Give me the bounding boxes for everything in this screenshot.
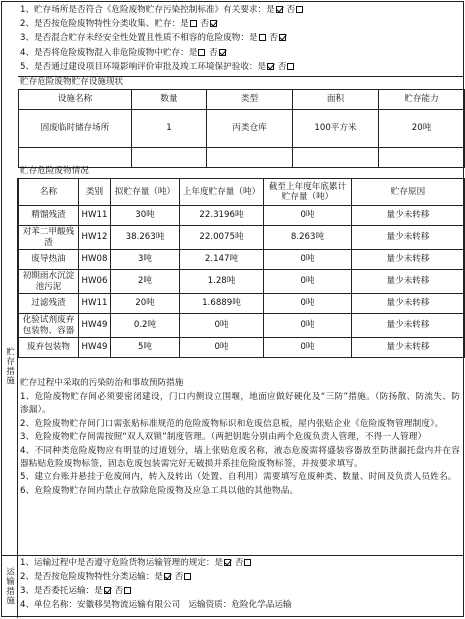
no-checkbox[interactable] (184, 573, 191, 580)
storage-cell: 1.6889吨 (180, 294, 264, 314)
storage-cell: 0吨 (264, 294, 352, 314)
storage-header-cell: 截至上年度年底累计贮存量（吨） (264, 179, 352, 206)
storage-row (19, 250, 465, 270)
storage-cell: HW49 (79, 314, 111, 338)
storage-cell: 0吨 (264, 338, 352, 358)
yes-label: 是 (266, 5, 275, 15)
yes-label: 是 (188, 47, 198, 58)
facility-cell: 20吨 (379, 110, 465, 148)
no-checkbox[interactable] (124, 587, 131, 594)
storage-cell: 量少未转移 (352, 314, 465, 338)
measures-list (20, 391, 460, 498)
facility-data-row (19, 110, 465, 148)
no-label: 否 (277, 61, 287, 72)
storage-cell: 22.3196吨 (180, 206, 264, 226)
facility-section-title: 贮存危险废物贮存设施现状 (20, 77, 124, 87)
storage-cell: 精馏残渣 (19, 206, 79, 226)
top-item (20, 4, 461, 16)
storage-cell: 量少未转移 (352, 294, 465, 314)
measures-title: 贮存过程中采取的污染防治和事故预防措施 (20, 378, 184, 388)
side-label-storage: 贮存措施 (2, 178, 18, 555)
facility-table (18, 89, 465, 168)
transport-item (20, 585, 461, 597)
yes-checkbox[interactable] (224, 559, 231, 566)
storage-row (19, 270, 465, 294)
storage-cell: 0.2吨 (111, 314, 180, 338)
transport-item (20, 557, 461, 569)
check-question: 3、是否委托运输： (20, 586, 95, 596)
measure-item: 2、危险废物贮存间门口需张贴标准规范的危险废物标识和危废信息板，屋内张贴企业《危险废物管理制度》。 (20, 418, 444, 429)
storage-cell: 0吨 (180, 314, 264, 338)
facility-cell: 固废临时储存场所 (19, 110, 132, 148)
storage-row (19, 338, 465, 358)
top-item (20, 18, 461, 30)
no-label: 否 (174, 572, 184, 582)
storage-row (19, 206, 465, 226)
facility-cell: 1 (132, 110, 207, 148)
yes-checkbox[interactable] (198, 49, 205, 56)
no-label: 否 (269, 33, 278, 44)
storage-table (18, 178, 465, 358)
form-page (1, 1, 464, 617)
no-checkbox[interactable] (279, 34, 286, 41)
storage-header-cell: 贮存原因 (352, 179, 465, 206)
storage-header-cell: 名称 (19, 179, 79, 206)
storage-cell: 化验试剂废弃包装物、容器 (19, 314, 79, 338)
facility-header-cell: 设施名称 (19, 90, 132, 110)
storage-cell: 5吨 (111, 338, 180, 358)
storage-cell: 量少未转移 (352, 226, 465, 250)
no-label: 否 (286, 5, 296, 15)
storage-row (19, 294, 465, 314)
no-label: 否 (234, 558, 244, 568)
yes-checkbox[interactable] (164, 573, 171, 580)
check-question: 3、是否混合贮存未经安全性处置且性质不相容的危险废物： (20, 33, 249, 44)
storage-cell: HW49 (79, 338, 111, 358)
divider (2, 555, 463, 556)
unit-label: 4、单位名称： (20, 600, 78, 610)
unit-name: 安徽移昊物流运输有限公司 (77, 600, 181, 610)
transport-unit-line (20, 599, 461, 611)
storage-cell: 2.147吨 (180, 250, 264, 270)
measure-item: 5、建立台账并悬挂于危废间内，转入及转出（处置、自利用）需要填写危废种类、数量、时间及负责人员姓名。 (20, 472, 457, 483)
yes-label: 是 (257, 61, 267, 72)
storage-cell: 1.28吨 (180, 270, 264, 294)
yes-checkbox[interactable] (104, 587, 111, 594)
no-label: 否 (114, 586, 124, 596)
storage-cell: 22.0075吨 (180, 226, 264, 250)
transport-item (20, 571, 461, 583)
check-question: 1、运输过程中是否遵守危险货物运输管理的规定： (20, 558, 215, 568)
storage-cell: 过滤残渣 (19, 294, 79, 314)
facility-header-cell: 数量 (132, 90, 207, 110)
storage-header-row (19, 179, 465, 206)
facility-cell: 100平方米 (293, 110, 379, 148)
facility-header-cell: 类型 (207, 90, 293, 110)
storage-row (19, 314, 465, 338)
storage-cell: 初期雨水沉淀池污泥 (19, 270, 79, 294)
yes-label: 是 (180, 19, 189, 30)
storage-cell: HW12 (79, 226, 111, 250)
storage-cell: 8.263吨 (264, 226, 352, 250)
storage-cell: 20吨 (111, 294, 180, 314)
storage-cell: 3吨 (111, 250, 180, 270)
check-question: 4、是否将危险废物混入非危险废物中贮存： (20, 47, 189, 58)
side-label-transport: 运输措施 (2, 555, 18, 618)
facility-header-cell: 贮存能力 (379, 90, 465, 110)
storage-cell: 量少未转移 (352, 338, 465, 358)
storage-section-title: 贮存危险废物情况 (20, 166, 89, 176)
storage-cell: HW06 (79, 270, 111, 294)
yes-checkbox[interactable] (276, 6, 283, 13)
storage-cell: HW08 (79, 250, 111, 270)
storage-row (19, 226, 465, 250)
no-label: 否 (200, 19, 210, 30)
facility-cell: 丙类仓库 (207, 110, 293, 148)
check-question: 2、是否按危险废物特性分类运输： (20, 572, 155, 582)
yes-label: 是 (214, 558, 224, 568)
measure-item: 6、危险废物贮存间内禁止存放除危险废物及应急工具以他的其他物品。 (20, 485, 299, 496)
storage-header-cell: 上年度贮存量（吨） (180, 179, 264, 206)
no-checkbox[interactable] (210, 20, 217, 27)
facility-header-row (19, 90, 465, 110)
no-checkbox[interactable] (287, 63, 294, 70)
no-checkbox[interactable] (296, 6, 303, 13)
storage-cell: 量少未转移 (352, 206, 465, 226)
storage-cell: 0吨 (264, 270, 352, 294)
facility-header-cell: 面积 (293, 90, 379, 110)
yes-checkbox[interactable] (190, 20, 197, 27)
storage-cell: 2吨 (111, 270, 180, 294)
storage-cell: 0吨 (180, 338, 264, 358)
storage-cell: 对苯二甲酸残渣 (19, 226, 79, 250)
storage-cell: 量少未转移 (352, 250, 465, 270)
yes-label: 是 (248, 33, 258, 44)
storage-cell: 0吨 (264, 206, 352, 226)
no-checkbox[interactable] (219, 49, 226, 56)
measure-item: 4、不同种类危险废物应有明显的过道划分，墙上张贴危废名称，液态危废需将盛装容器放至防泄漏托盘内并在容器粘贴危险废物标签，固态危废包装需完好无破损并系挂危险废物标签，并按要求填写。 (20, 445, 460, 470)
check-question: 2、是否按危险废物特性分类收集、贮存： (20, 19, 181, 30)
yes-checkbox[interactable] (267, 63, 274, 70)
top-item (20, 61, 461, 73)
storage-cell: 废导热油 (19, 250, 79, 270)
check-question: 5、是否通过建设项目环境影响评价审批及竣工环境保护验收： (20, 61, 258, 72)
yes-label: 是 (154, 572, 163, 582)
storage-cell: HW11 (79, 294, 111, 314)
measure-item: 1、危险废物贮存间必须要密闭建设，门口内侧设立围堰，地面应做好硬化及“三防”措施。（防扬散、防流失、防渗漏）。 (20, 392, 460, 416)
no-label: 否 (209, 47, 218, 58)
top-item (20, 47, 461, 59)
storage-cell: 0吨 (264, 314, 352, 338)
top-item (20, 32, 461, 44)
check-question: 1、贮存场所是否符合《危险废物贮存污染控制标准》有关要求： (20, 5, 267, 15)
no-checkbox[interactable] (244, 559, 251, 566)
storage-cell: 38.263吨 (111, 226, 180, 250)
storage-cell: 废弃包装物 (19, 338, 79, 358)
storage-cell: 量少未转移 (352, 270, 465, 294)
storage-cell: 30吨 (111, 206, 180, 226)
measure-item: 3、危险废物贮存间需按照“双人双锁”制度管理。（两把钥匙分别由两个危废负责人管理，不得一人管理） (20, 432, 427, 443)
storage-header-cell: 类别 (79, 179, 111, 206)
storage-cell: 0吨 (264, 250, 352, 270)
storage-header-cell: 拟贮存量（吨） (111, 179, 180, 206)
storage-cell: HW11 (79, 206, 111, 226)
yes-checkbox[interactable] (259, 34, 266, 41)
qualification-value: 危险化学品运输 (231, 600, 292, 610)
qualification-label: 运输资质： (188, 600, 232, 610)
yes-label: 是 (94, 586, 103, 596)
